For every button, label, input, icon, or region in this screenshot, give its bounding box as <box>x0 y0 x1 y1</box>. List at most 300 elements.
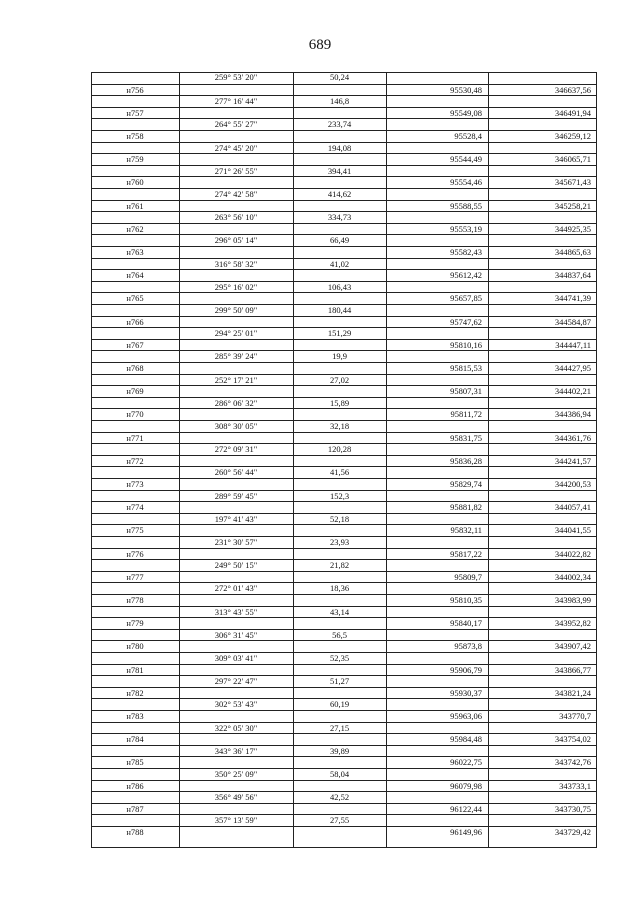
coordinate-x <box>386 792 488 802</box>
coordinate-y: 343821,24 <box>554 687 591 698</box>
coordinate-y <box>488 398 597 408</box>
coordinate-y: 343770,7 <box>559 711 591 721</box>
table-row <box>91 548 597 559</box>
coordinate-y <box>488 259 597 269</box>
segment-length <box>293 572 386 582</box>
segment-length: 39,89 <box>329 745 350 756</box>
coordinate-x <box>386 189 488 199</box>
direction-angle: 343° 36' 17" <box>214 745 258 756</box>
direction-angle: 271° 26' 55" <box>214 165 258 176</box>
coordinate-x <box>386 746 488 756</box>
direction-angle <box>179 293 293 303</box>
coordinate-x: 95553,19 <box>450 223 482 234</box>
table-row <box>91 304 597 315</box>
table-row <box>91 223 597 234</box>
coordinate-x: 95544,49 <box>450 154 482 165</box>
point-label <box>91 328 179 338</box>
table-row <box>91 629 597 640</box>
segment-length <box>293 386 386 396</box>
coordinate-y <box>488 328 597 338</box>
coordinate-y <box>488 491 597 501</box>
table-row <box>91 501 597 512</box>
point-label <box>91 560 179 570</box>
direction-angle: 285° 39' 24" <box>214 351 258 362</box>
table-row <box>91 142 597 153</box>
point-label <box>91 607 179 617</box>
coordinate-y <box>488 653 597 663</box>
direction-angle <box>179 154 293 164</box>
coordinate-x: 95829,74 <box>450 479 482 489</box>
point-label <box>91 583 179 593</box>
segment-length: 151,29 <box>327 328 352 339</box>
direction-angle <box>179 340 293 350</box>
segment-length <box>293 502 386 512</box>
table-row <box>91 362 597 373</box>
direction-angle <box>179 317 293 327</box>
segment-length <box>293 641 386 651</box>
coordinate-x <box>386 444 488 454</box>
point-label: н765 <box>126 293 144 304</box>
coordinate-x <box>386 607 488 617</box>
coordinate-x: 95906,79 <box>450 664 482 675</box>
segment-length <box>293 177 386 187</box>
direction-angle: 308° 30' 05" <box>214 421 258 431</box>
coordinate-y: 344057,41 <box>554 502 591 513</box>
direction-angle <box>179 409 293 419</box>
table-row <box>91 234 597 245</box>
coordinate-x <box>386 235 488 245</box>
table-row <box>91 385 597 396</box>
segment-length: 66,49 <box>329 235 350 246</box>
table-row <box>91 524 597 535</box>
coordinate-x: 95840,17 <box>450 618 482 629</box>
segment-length <box>293 270 386 280</box>
segment-length <box>293 618 386 628</box>
coordinate-x <box>386 514 488 524</box>
segment-length: 60,19 <box>329 699 350 710</box>
point-label: н758 <box>126 131 144 141</box>
point-label <box>91 72 179 82</box>
coordinate-x <box>386 143 488 153</box>
table-row <box>91 582 597 593</box>
segment-length <box>293 525 386 535</box>
point-label <box>91 444 179 454</box>
direction-angle: 277° 16' 44" <box>214 96 258 107</box>
point-label: н759 <box>126 154 144 165</box>
point-label: н787 <box>126 803 144 814</box>
point-label <box>91 282 179 292</box>
segment-length: 27,55 <box>329 815 350 826</box>
direction-angle: 272° 01' 43" <box>214 583 258 594</box>
direction-angle <box>179 595 293 605</box>
point-label: н777 <box>126 571 144 582</box>
point-label: н756 <box>126 84 144 95</box>
table-row <box>91 490 597 501</box>
coordinate-y: 343729,42 <box>554 827 591 837</box>
point-label <box>91 375 179 385</box>
coordinate-y: 343742,76 <box>554 757 591 768</box>
point-label: н781 <box>126 664 144 675</box>
direction-angle: 302° 53' 43" <box>214 699 258 710</box>
direction-angle <box>179 734 293 744</box>
segment-length: 43,14 <box>329 606 350 617</box>
direction-angle <box>179 781 293 791</box>
point-label: н783 <box>126 711 144 721</box>
table-row <box>91 478 597 489</box>
coordinate-x <box>386 491 488 501</box>
point-label <box>91 676 179 686</box>
segment-length: 334,73 <box>327 212 352 223</box>
coordinate-x: 95807,31 <box>450 386 482 397</box>
coordinate-x: 95582,43 <box>450 247 482 257</box>
segment-length: 15,89 <box>329 397 350 408</box>
coordinate-y <box>488 72 597 82</box>
coordinate-x: 95554,46 <box>450 177 482 188</box>
coordinate-y: 344402,21 <box>554 386 591 397</box>
table-row <box>91 814 597 825</box>
point-label: н761 <box>126 200 144 211</box>
point-label: н788 <box>126 827 144 837</box>
table-row <box>91 246 597 257</box>
table-row <box>91 130 597 141</box>
direction-angle: 274° 42' 58" <box>214 189 258 199</box>
coordinate-y: 344584,87 <box>554 316 591 327</box>
direction-angle: 259° 53' 20" <box>214 72 258 82</box>
coordinate-x <box>386 351 488 361</box>
segment-length: 394,41 <box>327 165 352 176</box>
point-label <box>91 189 179 199</box>
segment-length: 19,9 <box>332 351 347 362</box>
coordinate-x: 95530,48 <box>450 84 482 95</box>
direction-angle <box>179 479 293 489</box>
point-label <box>91 305 179 315</box>
table-row <box>91 269 597 280</box>
point-label <box>91 421 179 431</box>
point-label: н778 <box>126 595 144 605</box>
table-row <box>91 571 597 582</box>
segment-length <box>293 201 386 211</box>
coordinate-x <box>386 398 488 408</box>
table-row <box>91 594 597 605</box>
coordinate-y <box>488 583 597 593</box>
table-row <box>91 84 597 95</box>
direction-angle: 313° 43' 55" <box>214 606 258 617</box>
segment-length: 23,93 <box>329 537 350 547</box>
point-label <box>91 653 179 663</box>
direction-angle <box>179 433 293 443</box>
segment-length: 32,18 <box>329 421 350 431</box>
segment-length <box>293 665 386 675</box>
segment-length: 52,18 <box>329 513 350 524</box>
coordinate-y <box>488 143 597 153</box>
table-row <box>91 466 597 477</box>
direction-angle: 274° 45' 20" <box>214 142 258 153</box>
coordinate-y: 346637,56 <box>554 84 591 95</box>
segment-length: 52,35 <box>329 653 350 663</box>
table-row <box>91 687 597 698</box>
direction-angle <box>179 618 293 628</box>
direction-angle: 260° 56' 44" <box>214 467 258 478</box>
coordinate-x: 95963,06 <box>450 711 482 721</box>
point-label: н762 <box>126 223 144 234</box>
table-row <box>91 432 597 443</box>
point-label <box>91 815 179 825</box>
coordinate-x: 95810,35 <box>450 595 482 605</box>
point-label <box>91 96 179 106</box>
coordinate-x: 95810,16 <box>450 339 482 350</box>
coordinate-x <box>386 676 488 686</box>
coordinate-y <box>488 212 597 222</box>
segment-length <box>293 479 386 489</box>
direction-angle <box>179 688 293 698</box>
direction-angle: 263° 56' 10" <box>214 212 258 223</box>
coordinate-y <box>488 560 597 570</box>
point-label: н775 <box>126 525 144 536</box>
direction-angle: 249° 50' 15" <box>214 560 258 571</box>
coordinate-y <box>488 723 597 733</box>
coordinate-y <box>488 375 597 385</box>
direction-angle: 286° 06' 32" <box>214 397 258 408</box>
coordinate-x: 95809,7 <box>454 571 482 582</box>
direction-angle <box>179 827 293 837</box>
coordinate-y <box>488 746 597 756</box>
coordinate-x: 95528,4 <box>454 131 482 141</box>
coordinate-x <box>386 653 488 663</box>
segment-length: 21,82 <box>329 560 350 571</box>
direction-angle <box>179 549 293 559</box>
coordinate-x: 95930,37 <box>450 687 482 698</box>
direction-angle: 297° 22' 47" <box>214 676 258 687</box>
coordinate-y <box>488 119 597 129</box>
coordinate-x <box>386 723 488 733</box>
point-label: н776 <box>126 548 144 559</box>
segment-length <box>293 734 386 744</box>
coordinate-x <box>386 282 488 292</box>
direction-angle: 299° 50' 09" <box>214 305 258 315</box>
point-label: н773 <box>126 479 144 489</box>
direction-angle: 252° 17' 21" <box>214 374 258 385</box>
point-label: н768 <box>126 363 144 373</box>
segment-length <box>293 549 386 559</box>
coordinate-x <box>386 583 488 593</box>
segment-length <box>293 456 386 466</box>
table-row <box>91 211 597 222</box>
direction-angle <box>179 85 293 95</box>
direction-angle <box>179 641 293 651</box>
point-label: н764 <box>126 270 144 281</box>
table-row <box>91 176 597 187</box>
coordinate-x: 96079,98 <box>450 780 482 791</box>
coordinate-y <box>488 792 597 802</box>
table-row <box>91 188 597 199</box>
point-label: н763 <box>126 247 144 257</box>
direction-angle <box>179 177 293 187</box>
segment-length: 233,74 <box>327 119 352 130</box>
coordinate-x: 95811,72 <box>450 409 482 420</box>
table-row <box>91 617 597 628</box>
direction-angle <box>179 224 293 234</box>
coordinate-y: 344002,34 <box>554 571 591 582</box>
table-row <box>91 803 597 814</box>
point-label: н767 <box>126 339 144 350</box>
point-label <box>91 212 179 222</box>
coordinate-y <box>488 514 597 524</box>
table-row <box>91 536 597 547</box>
segment-length <box>293 224 386 234</box>
coordinate-y <box>488 537 597 547</box>
direction-angle <box>179 131 293 141</box>
segment-length <box>293 827 386 837</box>
direction-angle: 289° 59' 45" <box>214 490 258 501</box>
segment-length <box>293 688 386 698</box>
point-label <box>91 746 179 756</box>
table-row <box>91 675 597 686</box>
segment-length: 27,02 <box>329 374 350 385</box>
direction-angle <box>179 456 293 466</box>
coordinate-y <box>488 305 597 315</box>
point-label <box>91 166 179 176</box>
coordinate-y: 344865,63 <box>554 247 591 257</box>
coordinate-y: 346065,71 <box>554 154 591 165</box>
direction-angle: 296° 05' 14" <box>214 235 258 246</box>
segment-length <box>293 363 386 373</box>
coordinate-y: 345671,43 <box>554 177 591 188</box>
coordinate-x <box>386 375 488 385</box>
direction-angle: 350° 25' 09" <box>214 769 258 779</box>
table-row <box>91 350 597 361</box>
coordinate-x <box>386 72 488 82</box>
coordinate-y <box>488 769 597 779</box>
point-label <box>91 792 179 802</box>
coordinate-y: 344241,57 <box>554 455 591 466</box>
point-label: н774 <box>126 502 144 513</box>
segment-length: 106,43 <box>327 281 352 292</box>
coordinate-y: 343754,02 <box>554 734 591 745</box>
segment-length: 180,44 <box>327 305 352 315</box>
table-row <box>91 339 597 350</box>
segment-length <box>293 804 386 814</box>
direction-angle: 316° 58' 32" <box>214 258 258 269</box>
coordinate-x <box>386 630 488 640</box>
table-row <box>91 281 597 292</box>
coordinate-y: 344427,95 <box>554 363 591 373</box>
table-row <box>91 153 597 164</box>
coordinate-x <box>386 467 488 477</box>
table-row <box>91 826 597 837</box>
coordinate-x: 95881,82 <box>450 502 482 513</box>
coordinate-y: 344447,11 <box>555 339 591 350</box>
coordinate-x <box>386 769 488 779</box>
table-row <box>91 118 597 129</box>
coordinate-y: 344022,82 <box>554 548 591 559</box>
table-row <box>91 316 597 327</box>
coordinate-x <box>386 96 488 106</box>
segment-length <box>293 131 386 141</box>
point-label: н786 <box>126 780 144 791</box>
segment-length <box>293 85 386 95</box>
coordinate-x: 96022,75 <box>450 757 482 768</box>
segment-length: 51,27 <box>329 676 350 687</box>
coordinate-x: 95815,53 <box>450 363 482 373</box>
table-row <box>91 791 597 802</box>
direction-angle: 294° 25' 01" <box>214 328 258 339</box>
coordinate-x <box>386 421 488 431</box>
segment-length: 56,5 <box>332 629 347 640</box>
coordinate-y: 344837,64 <box>554 270 591 281</box>
point-label <box>91 259 179 269</box>
direction-angle: 197° 41' 43" <box>214 513 258 524</box>
direction-angle: 272° 09' 31" <box>214 444 258 455</box>
coordinate-x: 96149,96 <box>450 827 482 837</box>
table-row <box>91 640 597 651</box>
point-label <box>91 143 179 153</box>
table-row <box>91 756 597 767</box>
segment-length <box>293 781 386 791</box>
page-number: 689 <box>308 37 332 53</box>
segment-length <box>293 433 386 443</box>
coordinate-y: 344386,94 <box>554 409 591 420</box>
table-row <box>91 698 597 709</box>
coordinate-y <box>488 467 597 477</box>
segment-length <box>293 409 386 419</box>
direction-angle <box>179 525 293 535</box>
point-label <box>91 514 179 524</box>
coordinate-y: 343733,1 <box>559 780 591 791</box>
point-label: н772 <box>126 455 144 466</box>
direction-angle <box>179 572 293 582</box>
segment-length: 41,02 <box>329 258 350 269</box>
coordinate-y: 343730,75 <box>554 803 591 814</box>
point-label: н770 <box>126 409 144 420</box>
direction-angle: 357° 13' 59" <box>214 815 258 826</box>
direction-angle <box>179 665 293 675</box>
segment-length: 120,28 <box>327 444 352 455</box>
direction-angle: 322° 05' 30" <box>214 722 258 733</box>
direction-angle: 231° 30' 57" <box>214 537 258 547</box>
point-label: н769 <box>126 386 144 397</box>
direction-angle <box>179 804 293 814</box>
direction-angle: 264° 55' 27" <box>214 119 258 130</box>
point-label: н785 <box>126 757 144 768</box>
coordinate-x <box>386 259 488 269</box>
coordinate-y <box>488 189 597 199</box>
coordinate-x <box>386 699 488 709</box>
coordinate-y: 343866,77 <box>554 664 591 675</box>
coordinate-y: 346491,94 <box>554 107 591 118</box>
point-label <box>91 537 179 547</box>
coordinate-y: 344361,76 <box>554 432 591 443</box>
direction-angle <box>179 247 293 257</box>
coordinate-x: 95836,28 <box>450 455 482 466</box>
segment-length: 58,04 <box>329 769 350 779</box>
coordinate-y <box>488 96 597 106</box>
coordinate-y: 343907,42 <box>554 641 591 652</box>
coordinate-x <box>386 212 488 222</box>
coordinate-x: 95873,8 <box>454 641 482 652</box>
coordinate-y: 344741,39 <box>554 293 591 304</box>
table-row <box>91 397 597 408</box>
coordinate-y: 343952,82 <box>554 618 591 629</box>
segment-length: 41,56 <box>329 467 350 478</box>
segment-length <box>293 293 386 303</box>
coordinate-x: 95984,48 <box>450 734 482 745</box>
segment-length <box>293 154 386 164</box>
coordinate-x: 95817,22 <box>450 548 482 559</box>
point-label: н771 <box>126 432 144 443</box>
segment-length <box>293 317 386 327</box>
coordinate-y <box>488 282 597 292</box>
segment-length: 414,62 <box>327 189 352 199</box>
